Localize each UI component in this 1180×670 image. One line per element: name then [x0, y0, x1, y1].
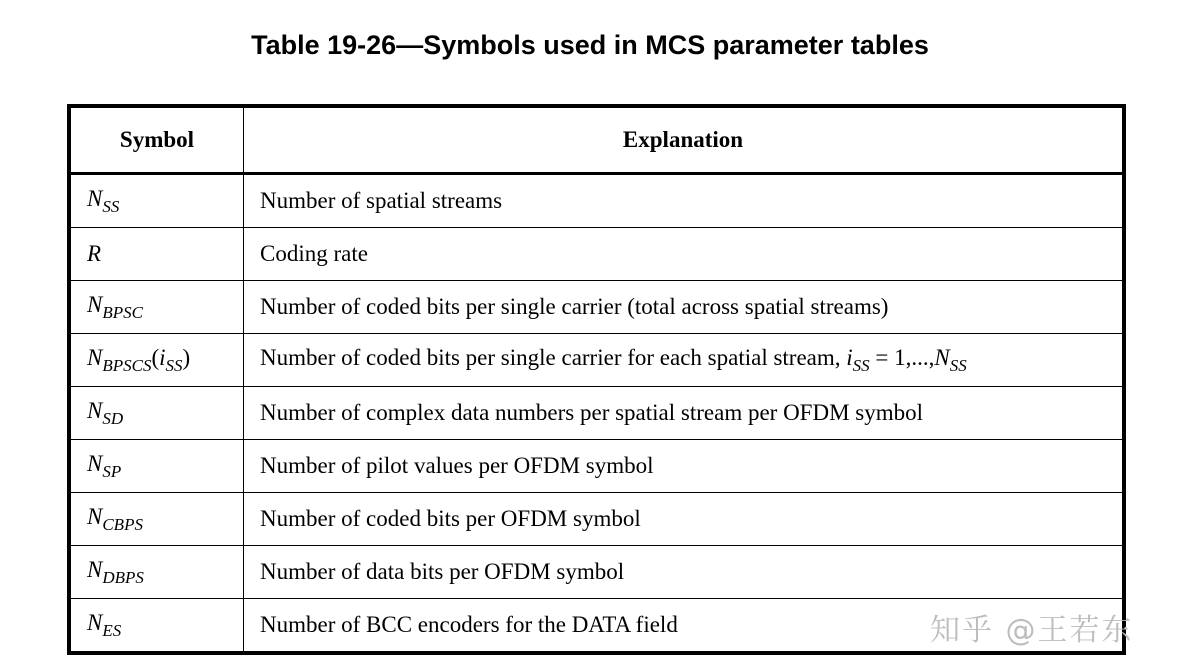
explanation-cell: Number of complex data numbers per spatial stream per OFDM symbol: [244, 387, 1125, 440]
table-row: [69, 281, 1124, 334]
explanation-cell: [244, 334, 1125, 387]
symbol-cell: [69, 546, 244, 599]
explanation-cell: Number of coded bits per OFDM symbol: [244, 493, 1125, 546]
explanation-cell: Coding rate: [244, 228, 1125, 281]
symbol-base: N: [87, 450, 103, 476]
symbol-paren-open: (: [151, 344, 160, 370]
symbol-subscript: DBPS: [102, 567, 144, 587]
table-header-row: [69, 106, 1124, 174]
symbol-base: N: [87, 556, 103, 582]
var-i-subscript: SS: [852, 355, 870, 375]
table-title: Table 19-26—Symbols used in MCS parameter tables: [251, 30, 929, 60]
var-n-subscript: SS: [949, 355, 967, 375]
symbol-subscript: SP: [102, 461, 122, 481]
symbol-cell: [69, 174, 244, 228]
symbol-subscript: SD: [102, 408, 124, 428]
symbol-cell: [69, 228, 244, 281]
table-row: [69, 228, 1124, 281]
symbol-paren-close: ): [182, 344, 191, 370]
symbol-base: N: [87, 185, 103, 211]
symbol-base: N: [87, 503, 103, 529]
explanation-text: Number of coded bits per single carrier for each spatial stream,: [260, 344, 847, 370]
explanation-cell: Number of pilot values per OFDM symbol: [244, 440, 1125, 493]
symbol-base: N: [87, 397, 103, 423]
symbol-cell: [69, 599, 244, 654]
explanation-cell: Number of spatial streams: [244, 174, 1125, 228]
table-row: [69, 546, 1124, 599]
symbol-cell: [69, 281, 244, 334]
table-row: [69, 493, 1124, 546]
symbol-cell: [69, 493, 244, 546]
symbol-base: N: [87, 291, 103, 317]
symbols-table: [67, 104, 1126, 655]
symbol-cell: $N_{BPSCS}(i_{SS})$: [69, 334, 244, 387]
header-explanation: Explanation: [244, 106, 1125, 174]
table-row: [69, 440, 1124, 493]
symbol-arg-subscript: SS: [165, 355, 183, 375]
var-i: i: [846, 344, 853, 370]
symbol-base: R: [87, 241, 102, 266]
symbol-subscript: SS: [102, 196, 120, 216]
table-row: [69, 334, 1124, 387]
explanation-cell: Number of data bits per OFDM symbol: [244, 546, 1125, 599]
symbol-subscript: ES: [102, 620, 122, 640]
symbol-base: N: [87, 609, 103, 635]
range-text: = 1,...,: [869, 344, 935, 370]
table-row: [69, 387, 1124, 440]
symbol-base: N: [87, 344, 103, 370]
symbol-subscript: BPSCS: [102, 355, 152, 375]
header-symbol: Symbol: [69, 106, 244, 174]
symbol-cell: [69, 440, 244, 493]
table-row: [69, 174, 1124, 228]
explanation-cell: Number of BCC encoders for the DATA field: [244, 599, 1125, 654]
watermark: 知乎 @王若东: [930, 613, 1134, 648]
symbol-subscript: CBPS: [102, 514, 143, 534]
symbol-subscript: BPSC: [102, 302, 143, 322]
symbol-cell: [69, 387, 244, 440]
explanation-cell: Number of coded bits per single carrier (total across spatial streams): [244, 281, 1125, 334]
var-n: N: [934, 344, 950, 370]
